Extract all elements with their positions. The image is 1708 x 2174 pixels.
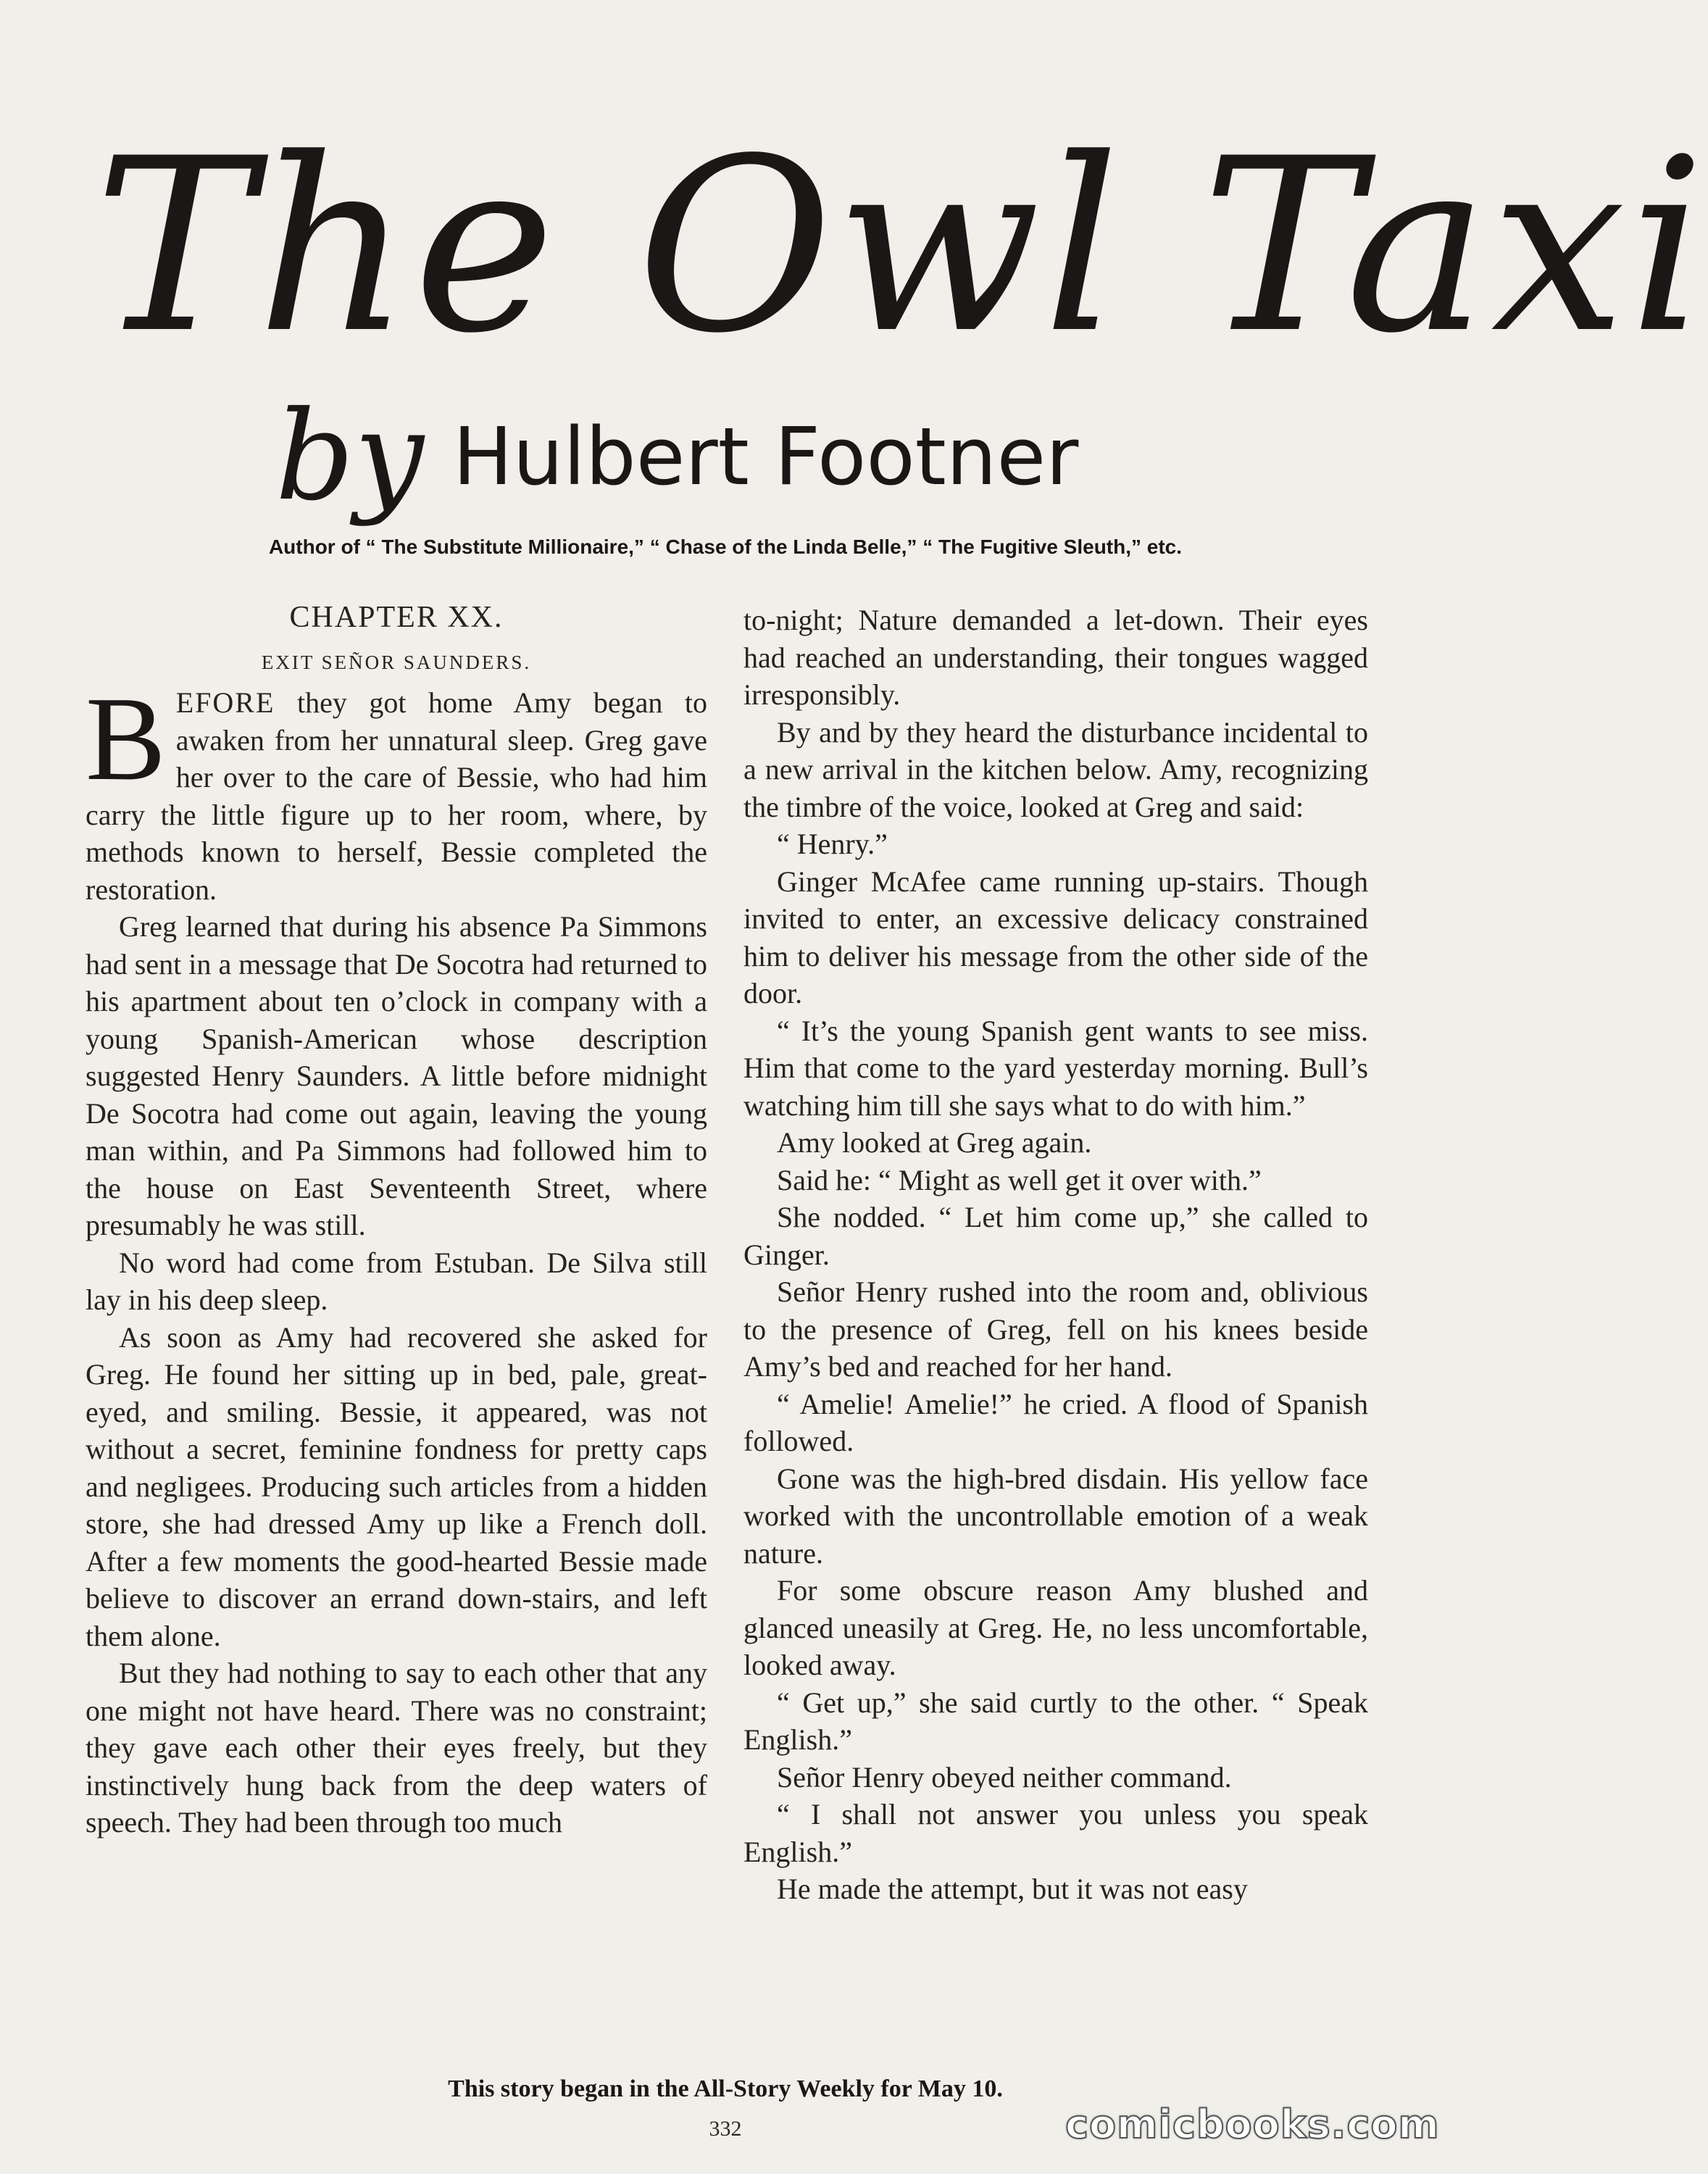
paragraph: “ Get up,” she said curtly to the other. “ Speak English.” [743, 1686, 1368, 1756]
chapter-subtitle: EXIT SEÑOR SAUNDERS. [261, 651, 532, 673]
paragraph: Señor Henry obeyed neither command. [777, 1760, 1232, 1794]
paragraph: “ Amelie! Amelie!” he cried. A flood of Spanish followed. [743, 1387, 1368, 1457]
paragraph: Greg learned that during his absence Pa Simmons had sent in a message that De Socotra had returned to his apartment about ten o’clock in company with a young Spanish-American whose description suggested Henry Saunders. A little before midnight De Socotra had come out again, leaving the young man within, and Pa Simmons had followed him to the house on East Seventeenth Street, where presumably he was still. [86, 910, 707, 1241]
paragraph: Said he: “ Might as well get it over with.” [777, 1163, 1262, 1196]
first-paragraph [86, 672, 707, 908]
chapter-heading: CHAPTER XX. [289, 601, 504, 634]
paragraph: She nodded. “ Let him come up,” she called to Ginger. [743, 1201, 1368, 1271]
right-column [743, 601, 1368, 2051]
page-number: 332 [709, 2117, 742, 2141]
story-began-note: This story began in the All-Story Weekly for May 10. [448, 2075, 1003, 2102]
watermark-logo: comicbooks.com [1065, 2102, 1440, 2147]
paragraph: Amy looked at Greg again. [777, 1126, 1092, 1159]
paragraph: “ It’s the young Spanish gent wants to see miss. Him that come to the yard yesterday morning. Bull’s watching him till she says what to do with him.” [743, 1014, 1368, 1122]
paragraph: “ I shall not answer you unless you speak English.” [743, 1798, 1368, 1868]
paragraph: He made the attempt, but it was not easy [777, 1873, 1248, 1905]
paragraph: Gone was the high-bred disdain. His yellow face worked with the uncontrollable emotion of a weak nature. [743, 1462, 1368, 1570]
first-word: EFORE [175, 686, 275, 719]
left-column [86, 594, 707, 2044]
paragraph: Señor Henry rushed into the room and, oblivious to the presence of Greg, fell on his knees beside Amy’s bed and reached for her hand. [743, 1275, 1368, 1383]
paragraph: Ginger McAfee came running up-stairs. Though invited to enter, an excessive delicacy constrained him to deliver his message from the other side of the door. [743, 865, 1368, 1009]
first-paragraph-text: they got home Amy began to awaken from her unnatural sleep. Greg gave her over to the care of Bessie, who had him carry the little figure up to her room, where, by methods known to herself, Bessie completed the restoration. [86, 686, 707, 906]
byline [275, 385, 1217, 528]
paragraph: By and by they heard the disturbance incidental to a new arrival in the kitchen below. Amy, recognizing the timbre of the voice, looked at Greg and said: [743, 715, 1368, 823]
author-name: Hulbert Footner [452, 410, 1079, 503]
paragraph: “ Henry.” [777, 828, 888, 860]
paragraph: But they had nothing to say to each other that any one might not have heard. There was no constraint; they gave each other their eyes freely, but they instinctively hung back from the deep waters of speech. They had been through too much [86, 1657, 707, 1838]
byline-by: by [275, 385, 424, 528]
paragraph: For some obscure reason Amy blushed and glanced uneasily at Greg. He, no less uncomfortable, looked away. [743, 1574, 1368, 1681]
continued-paragraph: to-night; Nature demanded a let-down. Their eyes had reached an understanding, their tongues wagged irresponsibly. [743, 604, 1368, 711]
story-title: The Owl Taxi [94, 107, 1708, 386]
paragraph: No word had come from Estuban. De Silva still lay in his deep sleep. [86, 1246, 707, 1316]
paragraph: As soon as Amy had recovered she asked for Greg. He found her sitting up in bed, pale, great-eyed, and smiling. Bessie, it appeared, was not without a secret, feminine fondness for pretty caps and negligees. Producing such articles from a hidden store, she had dressed Amy up like a French doll. After a few moments the good-hearted Bessie made believe to discover an errand down-stairs, and left them alone. [86, 1320, 707, 1652]
drop-cap: B [86, 672, 166, 805]
author-credits: Author of “ The Substitute Millionaire,” “ Chase of the Linda Belle,” “ The Fugitive Sleuth,” etc. [268, 536, 1183, 558]
